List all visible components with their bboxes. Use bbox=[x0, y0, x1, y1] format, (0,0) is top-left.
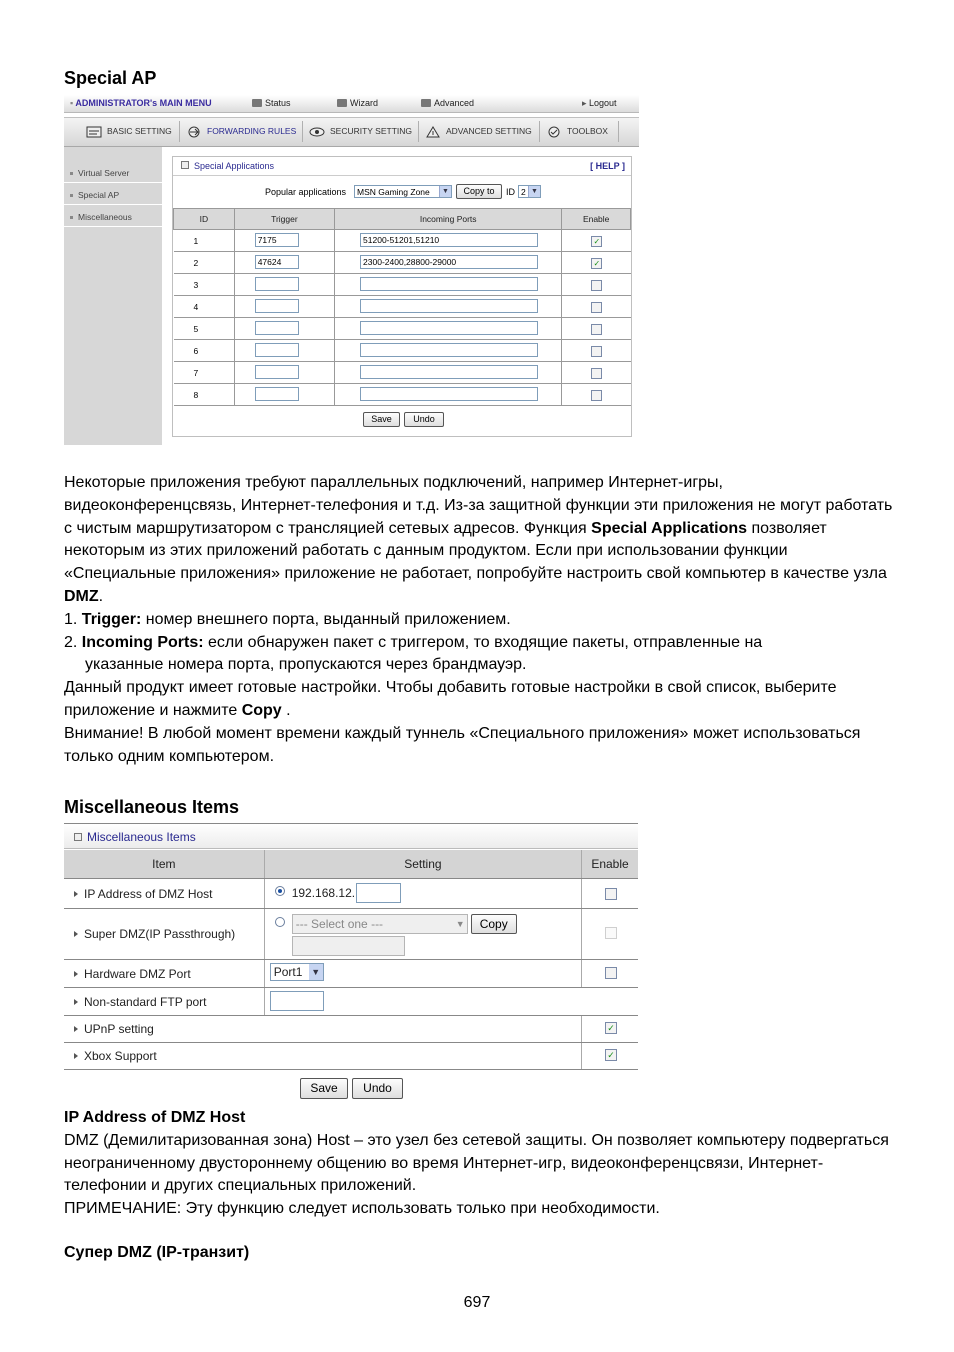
hardware-dmz-enable-checkbox[interactable] bbox=[605, 967, 617, 979]
copy-to-button[interactable]: Copy to bbox=[456, 184, 502, 199]
col-setting: Setting bbox=[264, 850, 581, 879]
row-incoming-cell bbox=[335, 274, 562, 296]
col-trigger: Trigger bbox=[234, 209, 334, 230]
super-dmz-enable-cell bbox=[582, 909, 638, 960]
trigger-input[interactable] bbox=[255, 277, 299, 291]
popular-applications-label: Popular applications bbox=[265, 187, 347, 197]
incoming-ports-input[interactable] bbox=[360, 277, 538, 291]
undo-button[interactable]: Undo bbox=[404, 412, 444, 427]
triangle-right-icon bbox=[74, 1053, 78, 1059]
tab-security-setting[interactable]: SECURITY SETTING bbox=[304, 121, 419, 142]
logout-link[interactable]: ▸ Logout bbox=[582, 98, 617, 108]
xbox-enable-checkbox[interactable]: ✓ bbox=[605, 1049, 617, 1061]
row-id: 6 bbox=[174, 340, 235, 362]
incoming-ports-input[interactable] bbox=[360, 321, 538, 335]
special-ap-description bbox=[64, 472, 894, 768]
special-applications-table bbox=[173, 208, 631, 406]
chevron-down-icon: ▼ bbox=[439, 186, 451, 197]
enable-checkbox[interactable] bbox=[591, 390, 602, 401]
wizard-icon bbox=[337, 99, 347, 107]
trigger-input[interactable] bbox=[255, 321, 299, 335]
leftnav-virtual-server[interactable]: Virtual Server bbox=[64, 163, 162, 183]
misc-panel-header bbox=[64, 823, 638, 849]
main-menu-link[interactable]: ▪ ADMINISTRATOR's MAIN MENU bbox=[70, 98, 212, 108]
ftp-port-input[interactable] bbox=[270, 991, 324, 1011]
super-dmz-radio[interactable] bbox=[275, 917, 285, 927]
special-applications-panel bbox=[172, 156, 632, 437]
tab-basic-setting[interactable]: BASIC SETTING bbox=[81, 121, 180, 142]
hardware-dmz-port-select[interactable]: Port1 ▼ bbox=[270, 963, 324, 981]
trigger-input[interactable] bbox=[255, 343, 299, 357]
hardware-dmz-label: Hardware DMZ Port bbox=[64, 960, 264, 988]
dmz-host-label: IP Address of DMZ Host bbox=[64, 879, 264, 909]
panel-header bbox=[173, 157, 631, 176]
col-incoming-ports: Incoming Ports bbox=[335, 209, 562, 230]
incoming-ports-input[interactable]: 51200-51201,51210 bbox=[360, 233, 538, 247]
chevron-down-icon: ▼ bbox=[528, 186, 540, 197]
main-tab-bar bbox=[64, 117, 639, 147]
row-incoming-cell bbox=[335, 318, 562, 340]
status-icon bbox=[252, 99, 262, 107]
special-ap-screenshot bbox=[64, 95, 639, 445]
dmz-enable-cell bbox=[582, 879, 638, 909]
row-enable-cell bbox=[562, 384, 631, 406]
incoming-ports-input[interactable] bbox=[360, 343, 538, 357]
save-button[interactable]: Save bbox=[363, 412, 400, 427]
list-item-continuation: указанные номера порта, пропускаются через брандмауэр. bbox=[85, 656, 527, 674]
advanced-icon bbox=[421, 99, 431, 107]
table-row bbox=[64, 909, 638, 960]
row-id: 8 bbox=[174, 384, 235, 406]
col-id: ID bbox=[174, 209, 235, 230]
tab-toolbox[interactable]: TOOLBOX bbox=[541, 121, 619, 142]
row-id: 1 bbox=[174, 230, 235, 252]
dmz-host-setting bbox=[264, 879, 581, 909]
leftnav-miscellaneous[interactable]: Miscellaneous bbox=[64, 207, 162, 227]
subheading-super-dmz: Супер DMZ (IP-транзит) bbox=[64, 1244, 250, 1261]
enable-checkbox[interactable]: ✓ bbox=[591, 236, 602, 247]
row-enable-cell bbox=[562, 362, 631, 384]
enable-checkbox[interactable] bbox=[591, 302, 602, 313]
row-enable-cell bbox=[562, 230, 631, 252]
row-enable-cell bbox=[562, 340, 631, 362]
incoming-ports-input[interactable] bbox=[360, 387, 538, 401]
hardware-dmz-enable-cell bbox=[582, 960, 638, 988]
forwarding-rules-icon bbox=[185, 125, 203, 139]
col-enable: Enable bbox=[562, 209, 631, 230]
table-row bbox=[174, 384, 631, 406]
misc-save-button[interactable]: Save bbox=[300, 1078, 348, 1099]
enable-checkbox[interactable] bbox=[591, 368, 602, 379]
upnp-enable-checkbox[interactable]: ✓ bbox=[605, 1022, 617, 1034]
square-icon bbox=[74, 833, 82, 841]
row-enable-cell bbox=[562, 274, 631, 296]
list-item-incoming-ports: 2. Incoming Ports: если обнаружен пакет с триггером, то входящие пакеты, отправленные на bbox=[64, 633, 763, 651]
table-row bbox=[64, 960, 638, 988]
leftnav-special-ap[interactable]: Special AP bbox=[64, 185, 162, 205]
row-incoming-cell bbox=[335, 362, 562, 384]
triangle-right-icon bbox=[74, 999, 78, 1005]
ftp-port-label: Non-standard FTP port bbox=[64, 988, 264, 1016]
row-id: 7 bbox=[174, 362, 235, 384]
super-dmz-mac-input[interactable] bbox=[292, 936, 405, 956]
trigger-input[interactable] bbox=[255, 365, 299, 379]
misc-items-screenshot bbox=[64, 822, 638, 1102]
left-navigation bbox=[64, 147, 162, 445]
triangle-right-icon bbox=[74, 1026, 78, 1032]
triangle-right-icon bbox=[74, 971, 78, 977]
help-link[interactable]: [ HELP ] bbox=[590, 161, 625, 171]
table-row bbox=[64, 1016, 638, 1043]
table-row bbox=[174, 362, 631, 384]
enable-checkbox[interactable] bbox=[591, 324, 602, 335]
row-trigger-cell bbox=[234, 362, 334, 384]
row-incoming-cell bbox=[335, 384, 562, 406]
row-id: 2 bbox=[174, 252, 235, 274]
ftp-port-setting bbox=[264, 988, 638, 1016]
row-enable-cell bbox=[562, 296, 631, 318]
trigger-input[interactable] bbox=[255, 387, 299, 401]
section-title-special-ap: Special AP bbox=[64, 68, 157, 88]
upnp-enable-cell bbox=[582, 1016, 638, 1043]
panel-title: Special Applications bbox=[181, 161, 274, 171]
wizard-link[interactable]: Wizard bbox=[337, 98, 378, 108]
table-row bbox=[174, 296, 631, 318]
top-menu-bar bbox=[64, 95, 639, 113]
super-dmz-enable-checkbox[interactable] bbox=[605, 927, 617, 939]
paragraph: ПРИМЕЧАНИЕ: Эту функцию следует использовать только при необходимости. bbox=[64, 1200, 660, 1218]
row-incoming-cell bbox=[335, 252, 562, 274]
chevron-down-icon: ▼ bbox=[309, 964, 323, 980]
table-row bbox=[64, 1043, 638, 1070]
id-select[interactable]: 2 ▼ bbox=[518, 185, 541, 198]
enable-checkbox[interactable] bbox=[591, 346, 602, 357]
paragraph: DMZ (Демилитаризованная зона) Host – это узел без сетевой защиты. Он позволяет компьютеру подвергаться неограниченному двустороннему общению во время Интернет-игр, видеоконференцсвязи, Интернет-телефонии и других специальных приложений. bbox=[64, 1131, 889, 1195]
dmz-host-radio[interactable] bbox=[275, 886, 285, 896]
list-item-trigger: 1. Trigger: номер внешнего порта, выданный приложением. bbox=[64, 610, 511, 628]
dmz-ip-input[interactable] bbox=[356, 883, 401, 903]
dmz-ip-prefix: 192.168.12. bbox=[291, 886, 356, 900]
triangle-right-icon bbox=[74, 931, 78, 937]
page-number: 697 bbox=[463, 1294, 491, 1311]
triangle-right-icon bbox=[74, 891, 78, 897]
hardware-dmz-setting bbox=[264, 960, 581, 988]
security-setting-icon bbox=[308, 125, 326, 139]
row-trigger-cell bbox=[234, 340, 334, 362]
tab-advanced-setting[interactable]: ADVANCED SETTING bbox=[420, 121, 540, 142]
basic-setting-icon bbox=[85, 125, 103, 139]
row-trigger-cell bbox=[234, 252, 334, 274]
misc-panel-title: Miscellaneous Items bbox=[74, 830, 196, 844]
row-trigger-cell bbox=[234, 230, 334, 252]
paragraph: Внимание! В любой момент времени каждый туннель «Специального приложения» может использоваться только одним компьютером. bbox=[64, 724, 861, 765]
row-incoming-cell bbox=[335, 296, 562, 318]
row-trigger-cell bbox=[234, 384, 334, 406]
chevron-down-icon: ▼ bbox=[455, 919, 465, 929]
tab-forwarding-rules[interactable]: FORWARDING RULES bbox=[181, 121, 303, 142]
row-enable-cell bbox=[562, 252, 631, 274]
table-row bbox=[174, 274, 631, 296]
super-dmz-select[interactable]: --- Select one --- ▼ bbox=[292, 914, 468, 934]
table-row bbox=[174, 340, 631, 362]
dmz-description bbox=[64, 1107, 894, 1221]
super-dmz-label: Super DMZ(IP Passthrough) bbox=[64, 909, 264, 960]
subheading-dmz-host: IP Address of DMZ Host bbox=[64, 1109, 246, 1126]
dmz-enable-checkbox[interactable] bbox=[605, 888, 617, 900]
super-dmz-setting bbox=[264, 909, 581, 960]
table-row bbox=[174, 230, 631, 252]
enable-checkbox[interactable]: ✓ bbox=[591, 258, 602, 269]
table-row bbox=[174, 318, 631, 340]
row-trigger-cell bbox=[234, 318, 334, 340]
xbox-enable-cell bbox=[582, 1043, 638, 1070]
popular-applications-row bbox=[173, 181, 631, 203]
trigger-input[interactable]: 47624 bbox=[255, 255, 299, 269]
table-row bbox=[64, 879, 638, 909]
misc-undo-button[interactable]: Undo bbox=[352, 1078, 403, 1099]
table-row bbox=[174, 252, 631, 274]
popular-applications-select[interactable]: MSN Gaming Zone ▼ bbox=[354, 185, 452, 198]
square-icon bbox=[181, 161, 189, 169]
id-label: ID bbox=[506, 187, 515, 197]
advanced-link[interactable]: Advanced bbox=[421, 98, 474, 108]
toolbox-icon bbox=[545, 125, 563, 139]
row-enable-cell bbox=[562, 318, 631, 340]
row-trigger-cell bbox=[234, 274, 334, 296]
status-link[interactable]: Status bbox=[252, 98, 291, 108]
col-item: Item bbox=[64, 850, 264, 879]
table-row bbox=[64, 988, 638, 1016]
row-id: 4 bbox=[174, 296, 235, 318]
incoming-ports-input[interactable] bbox=[360, 299, 538, 313]
super-dmz-copy-button[interactable]: Copy bbox=[471, 914, 517, 934]
row-id: 5 bbox=[174, 318, 235, 340]
trigger-input[interactable]: 7175 bbox=[255, 233, 299, 247]
section-title-misc-items: Miscellaneous Items bbox=[64, 797, 240, 817]
paragraph: Данный продукт имеет готовые настройки. Чтобы добавить готовые настройки в свой список, выберите приложение и нажмите Copy . bbox=[64, 679, 837, 719]
paragraph: Некоторые приложения требуют параллельных подключений, например Интернет-игры, видеоконференцсвязь, Интернет-телефония и т.д. Из-за защитной функции эти приложения не могут работать с чистым маршрутизатором с трансляцией сетевых адресов. Функция Special Applications позволяет некоторым из этих приложений работать с данным продуктом. Если при использовании функции «Специальные приложения» приложение не работает, попробуйте настроить свой компьютер в качестве узла DMZ. bbox=[64, 474, 893, 605]
enable-checkbox[interactable] bbox=[591, 280, 602, 291]
row-trigger-cell bbox=[234, 296, 334, 318]
col-enable: Enable bbox=[582, 850, 638, 879]
trigger-input[interactable] bbox=[255, 299, 299, 313]
upnp-label: UPnP setting bbox=[64, 1016, 582, 1043]
incoming-ports-input[interactable]: 2300-2400,28800-29000 bbox=[360, 255, 538, 269]
row-incoming-cell bbox=[335, 230, 562, 252]
row-incoming-cell bbox=[335, 340, 562, 362]
xbox-label: Xbox Support bbox=[64, 1043, 582, 1070]
advanced-setting-icon bbox=[424, 125, 442, 139]
incoming-ports-input[interactable] bbox=[360, 365, 538, 379]
misc-items-table bbox=[64, 850, 638, 1070]
row-id: 3 bbox=[174, 274, 235, 296]
